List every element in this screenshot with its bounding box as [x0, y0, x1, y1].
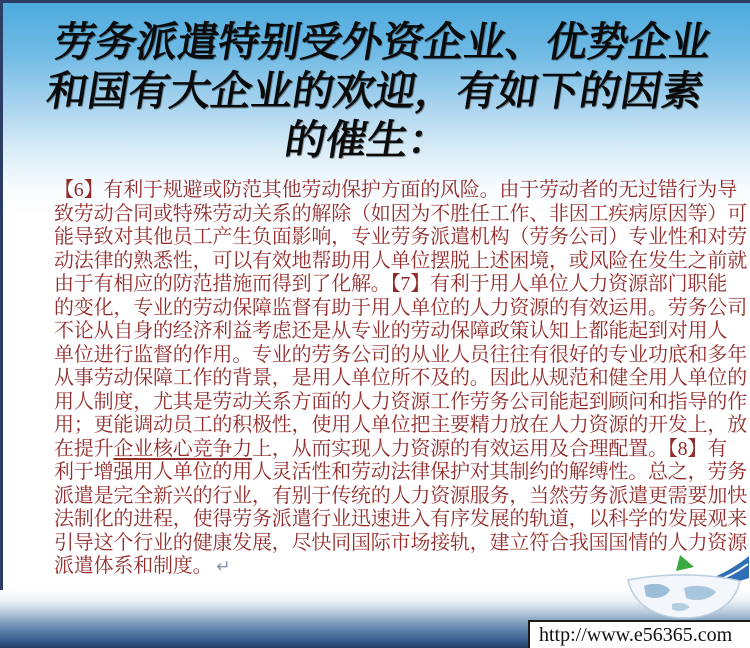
body-line: 动法律的熟悉性，可以有效地帮助用人单位摆脱上述困境，或风险在发生之前就 — [54, 249, 747, 272]
swoosh-leaf — [676, 555, 694, 571]
body-line: 【6】有利于规避或防范其他劳动保护方面的风险。由于劳动者的无过错行为导 — [54, 179, 737, 201]
title-line-1: 劳务派遣特别受外资企业、优势企业 — [51, 19, 715, 65]
last-line-text: 派遣体系和制度。 — [54, 555, 213, 577]
underline-post-text: 上，从而实现人力资源的有效运用及合理配置。【8】有 — [252, 437, 728, 460]
paragraph-return-mark-icon: ↵ — [216, 557, 231, 577]
body-line: 从事劳动保障工作的背景，是用人单位所不及的。因此从规范和健全用人单位的 — [54, 367, 747, 389]
body-line: 能导致对其他员工产生负面影响，专业劳务派遣机构（劳务公司）专业性和对劳 — [54, 226, 747, 248]
body-line: 不论从自身的经济利益考虑还是从专业的劳动保障政策认知上都能起到对用人 — [54, 320, 728, 342]
underline-pre-text: 在提升 — [54, 437, 114, 460]
body-line: 法制化的进程，使得劳务派遣行业迅速进入有序发展的轨道，以科学的发展观来 — [54, 508, 747, 530]
website-url-box — [528, 620, 750, 648]
body-line: 单位进行监督的作用。专业的劳务公司的从业人员往往有很好的专业功底和多年 — [54, 343, 747, 366]
title-line-3: 的催生： — [281, 117, 453, 163]
body-line: 由于有相应的防范措施而得到了化解。【7】有利于用人单位人力资源部门职能 — [54, 273, 727, 295]
globe-graphic — [614, 554, 750, 621]
body-line: 用人制度，尤其是劳动关系方面的人力资源工作劳务公司能起到顾问和指导的作 — [54, 390, 747, 413]
top-border-line — [0, 0, 750, 3]
underlined-phrase: 企业核心竞争力 — [113, 437, 253, 460]
body-line: 利于增强用人单位的用人灵活性和劳动法律保护对其制约的解缚性。总之，劳务 — [54, 461, 747, 483]
body-text-block — [54, 179, 748, 580]
website-url: http://www.e56365.com — [539, 623, 733, 646]
body-line: 派遣是完全新兴的行业，有别于传统的人力资源服务，当然劳务派遣更需要加快 — [54, 484, 747, 507]
slide-title — [0, 18, 750, 165]
globe-bowl — [628, 575, 740, 618]
body-line: 用；更能调动员工的积极性，使用人单位把主要精力放在人力资源的开发上，放 — [54, 414, 747, 436]
body-line-with-underline — [54, 438, 748, 462]
body-line: 引导这个行业的健康发展，尽快同国际市场接轨，建立符合我国国情的人力资源 — [54, 531, 747, 554]
body-line: 致劳动合同或特殊劳动关系的解除（如因为不胜任工作、非因工疾病原因等）可 — [54, 202, 747, 225]
title-line-2: 和国有大企业的欢迎，有如下的因素 — [43, 68, 707, 114]
body-line: 的变化，专业的劳动保障监督有助于用人单位的人力资源的有效运用。劳务公司 — [54, 296, 747, 319]
